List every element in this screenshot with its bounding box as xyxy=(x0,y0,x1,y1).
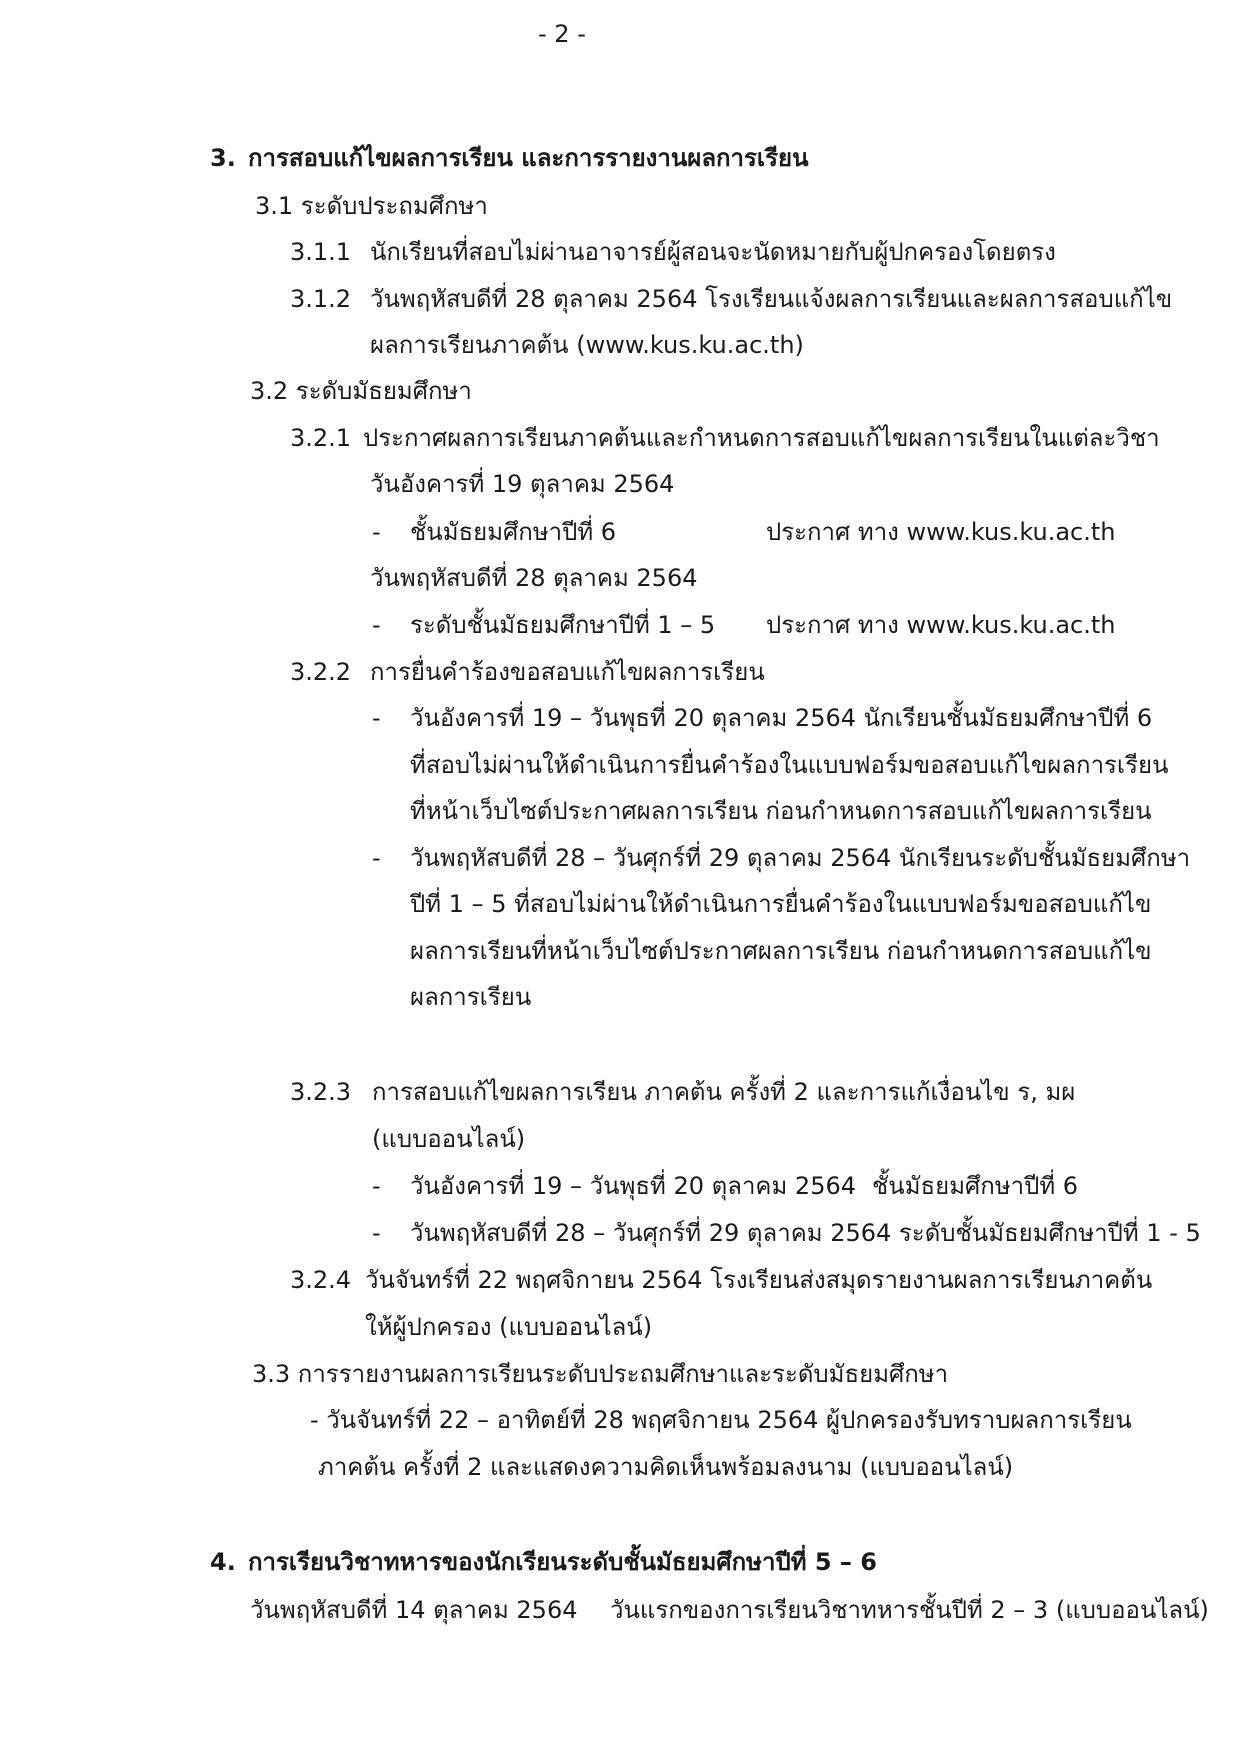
item-3-2-2-bullet1-line1: วันอังคารที่ 19 – วันพุธที่ 20 ตุลาคม 2564 นักเรียนชั้นมัธยมศึกษาปีที่ 6 xyxy=(410,704,1153,732)
item-3-2-2-title: การยื่นคำร้องขอสอบแก้ไขผลการเรียน xyxy=(370,658,765,686)
item-3-2-2-number: 3.2.2 xyxy=(290,658,352,686)
subsection-3-2-label: 3.2 ระดับมัธยมศึกษา xyxy=(250,377,472,405)
section-4-title: การเรียนวิชาทหารของนักเรียนระดับชั้นมัธยมศึกษาปีที่ 5 – 6 xyxy=(248,1548,877,1576)
item-3-1-2-number: 3.1.2 xyxy=(290,285,352,313)
item-3-2-4-number: 3.2.4 xyxy=(290,1266,352,1294)
page-number: - 2 - xyxy=(538,20,586,48)
item-3-1-1-text: นักเรียนที่สอบไม่ผ่านอาจารย์ผู้สอนจะนัดหมายกับผู้ปกครองโดยตรง xyxy=(370,238,1056,266)
item-3-2-3-number: 3.2.3 xyxy=(290,1078,352,1106)
item-3-2-2-bullet2-line4: ผลการเรียน xyxy=(410,983,532,1011)
item-3-2-3-line2: (แบบออนไลน์) xyxy=(372,1125,526,1153)
section-4-number: 4. xyxy=(210,1548,236,1576)
bullet-dash: - xyxy=(372,704,381,732)
item-3-2-1-date2: วันพฤหัสบดีที่ 28 ตุลาคม 2564 xyxy=(370,564,698,592)
bullet-dash: - xyxy=(372,1219,381,1247)
item-3-2-3-line1: การสอบแก้ไขผลการเรียน ภาคต้น ครั้งที่ 2 และการแก้เงื่อนไข ร, มผ xyxy=(372,1078,1076,1106)
item-3-2-4-line1: วันจันทร์ที่ 22 พฤศจิกายน 2564 โรงเรียนส่งสมุดรายงานผลการเรียนภาคต้น xyxy=(365,1266,1153,1294)
item-3-3-bullet-line2: ภาคต้น ครั้งที่ 2 และแสดงความคิดเห็นพร้อมลงนาม (แบบออนไลน์) xyxy=(318,1453,1014,1481)
item-3-2-2-bullet2-line3: ผลการเรียนที่หน้าเว็บไซต์ประกาศผลการเรียน ก่อนกำหนดการสอบแก้ไข xyxy=(410,937,1152,965)
item-3-2-1-line1: ประกาศผลการเรียนภาคต้นและกำหนดการสอบแก้ไขผลการเรียนในแต่ละวิชา xyxy=(363,424,1160,452)
subsection-3-3-label: 3.3 การรายงานผลการเรียนระดับประถมศึกษาและระดับมัธยมศึกษา xyxy=(252,1360,949,1388)
item-3-1-1-number: 3.1.1 xyxy=(290,238,352,266)
bullet-dash: - xyxy=(372,844,381,872)
item-3-2-3-bullet2-text: วันพฤหัสบดีที่ 28 – วันศุกร์ที่ 29 ตุลาคม 2564 ระดับชั้นมัธยมศึกษาปีที่ 1 - 5 xyxy=(410,1219,1201,1247)
item-3-2-2-bullet1-line3: ที่หน้าเว็บไซต์ประกาศผลการเรียน ก่อนกำหนดการสอบแก้ไขผลการเรียน xyxy=(410,797,1152,825)
section-3-number: 3. xyxy=(210,144,236,172)
item-3-2-3-bullet1-right: ชั้นมัธยมศึกษาปีที่ 6 xyxy=(872,1172,1079,1200)
item-3-2-2-bullet2-line1: วันพฤหัสบดีที่ 28 – วันศุกร์ที่ 29 ตุลาคม 2564 นักเรียนระดับชั้นมัธยมศึกษา xyxy=(410,844,1191,872)
item-3-2-1-bullet2-text: ระดับชั้นมัธยมศึกษาปีที่ 1 – 5 xyxy=(410,611,716,639)
item-3-3-bullet-line1: - วันจันทร์ที่ 22 – อาทิตย์ที่ 28 พฤศจิกายน 2564 ผู้ปกครองรับทราบผลการเรียน xyxy=(310,1406,1132,1434)
bullet-dash: - xyxy=(372,611,381,639)
item-3-2-1-bullet1-right: ประกาศ ทาง www.kus.ku.ac.th xyxy=(766,518,1116,546)
item-3-2-1-bullet2-right: ประกาศ ทาง www.kus.ku.ac.th xyxy=(766,611,1116,639)
item-3-1-2-line1: วันพฤหัสบดีที่ 28 ตุลาคม 2564 โรงเรียนแจ้งผลการเรียนและผลการสอบแก้ไข xyxy=(370,285,1173,313)
item-3-2-2-bullet1-line2: ที่สอบไม่ผ่านให้ดำเนินการยื่นคำร้องในแบบฟอร์มขอสอบแก้ไขผลการเรียน xyxy=(410,751,1169,779)
bullet-dash: - xyxy=(372,1172,381,1200)
item-3-2-1-bullet1-text: ชั้นมัธยมศึกษาปีที่ 6 xyxy=(410,518,617,546)
item-3-1-2-line2: ผลการเรียนภาคต้น (www.kus.ku.ac.th) xyxy=(370,331,804,359)
item-3-2-1-date1: วันอังคารที่ 19 ตุลาคม 2564 xyxy=(370,470,675,498)
item-3-2-3-bullet1-text: วันอังคารที่ 19 – วันพุธที่ 20 ตุลาคม 2564 xyxy=(410,1172,857,1200)
section-4-description: วันแรกของการเรียนวิชาทหารชั้นปีที่ 2 – 3 (แบบออนไลน์) xyxy=(610,1596,1209,1624)
item-3-2-2-bullet2-line2: ปีที่ 1 – 5 ที่สอบไม่ผ่านให้ดำเนินการยื่นคำร้องในแบบฟอร์มขอสอบแก้ไข xyxy=(410,890,1152,918)
subsection-3-1-label: 3.1 ระดับประถมศึกษา xyxy=(255,192,488,220)
section-4-date: วันพฤหัสบดีที่ 14 ตุลาคม 2564 xyxy=(250,1596,578,1624)
bullet-dash: - xyxy=(372,518,381,546)
section-3-title: การสอบแก้ไขผลการเรียน และการรายงานผลการเรียน xyxy=(248,144,809,172)
item-3-2-1-number: 3.2.1 xyxy=(290,424,352,452)
item-3-2-4-line2: ให้ผู้ปกครอง (แบบออนไลน์) xyxy=(365,1313,653,1341)
